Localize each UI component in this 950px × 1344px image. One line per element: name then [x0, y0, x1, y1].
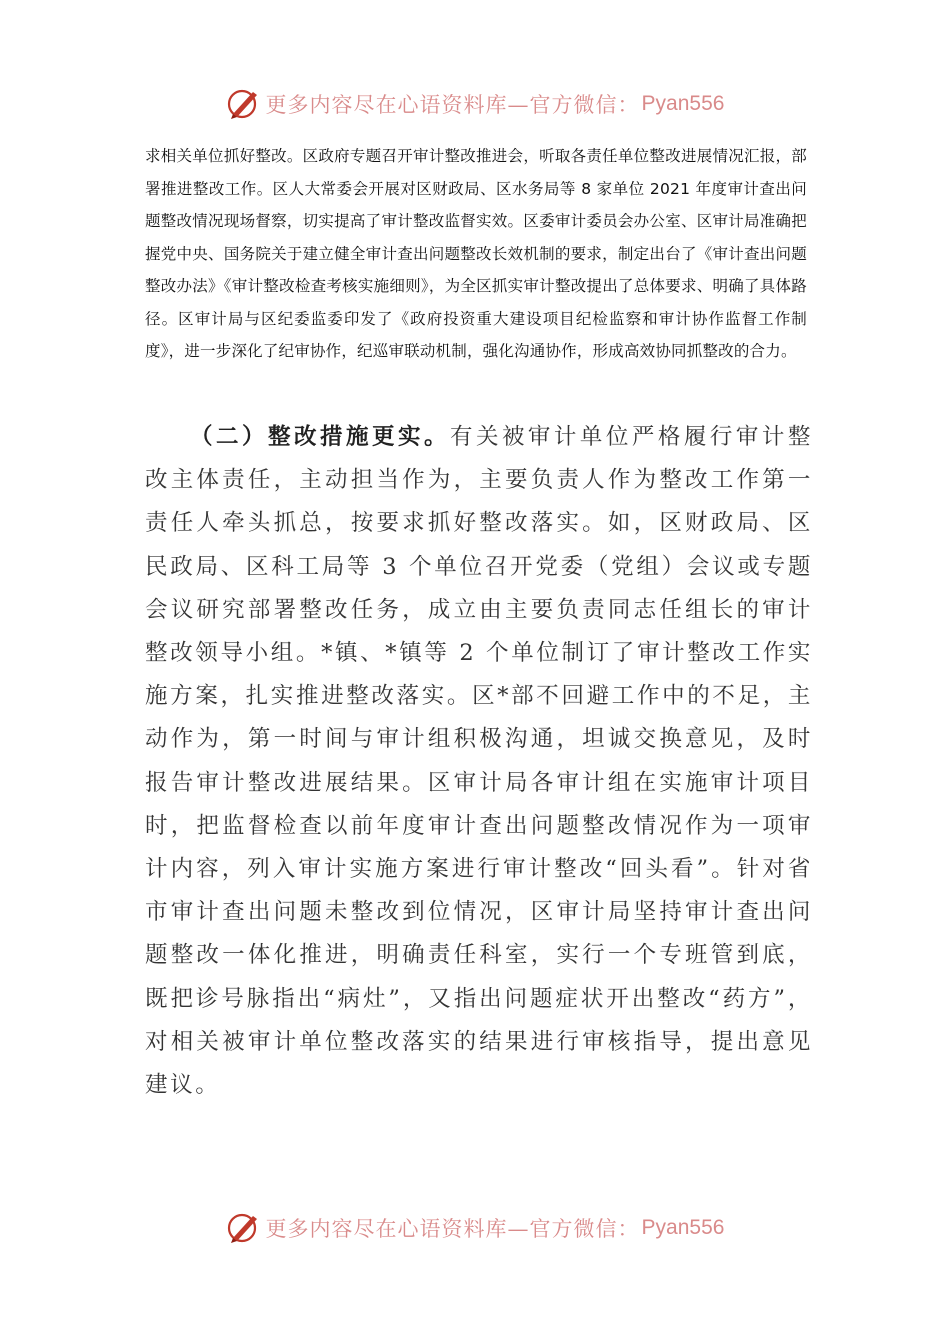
header-slogan: 更多内容尽在心语资料库—官方微信：: [265, 93, 640, 117]
header-watermark-banner: [0, 84, 950, 124]
header-wechat-id: Pyan556: [641, 92, 725, 115]
paragraph-rectification-measures: [145, 416, 813, 1107]
pen-logo-icon: [226, 86, 262, 122]
section-heading: （二）整改措施更实。: [190, 424, 450, 450]
footer-wechat-id: Pyan556: [641, 1216, 725, 1239]
footer-slogan: 更多内容尽在心语资料库—官方微信：: [265, 1217, 640, 1241]
section-body: 有关被审计单位严格履行审计整改主体责任，主动担当作为，主要负责人作为整改工作第一责任人牵头抓总，按要求抓好整改落实。如，区财政局、区民政局、区科工局等 3 个单位召开党委（党组）会议或专题会议研究部署整改任务，成立由主要负责同志任组长的审计整改领导小组。*镇、*镇等 2 个单位制订了审计整改工作实施方案，扎实推进整改落实。区*部不回避工作中的不足，主动作为，第一时间与审计组积极沟通，坦诚交换意见，及时报告审计整改进展结果。区审计局各审计组在实施审计项目时，把监督检查以前年度审计查出问题整改情况作为一项审计内容，列入审计实施方案进行审计整改“回头看”。针对省市审计查出问题未整改到位情况，区审计局坚持审计查出问题整改一体化推进，明确责任科室，实行一个专班管到底，既把诊号脉指出“病灶”，又指出问题症状开出整改“药方”，对相关被审计单位整改落实的结果进行审核指导，提出意见建议。: [145, 424, 813, 1099]
pen-logo-icon: [226, 1210, 262, 1246]
footer-watermark-banner: [0, 1208, 950, 1248]
paragraph-rectification-supervision: 求相关单位抓好整改。区政府专题召开审计整改推进会，听取各责任单位整改进展情况汇报，部署推进整改工作。区人大常委会开展对区财政局、区水务局等 8 家单位 2021 年度审计查出问题整改情况现场督察，切实提高了审计整改监督实效。区委审计委员会办公室、区审计局准确把握党中央、国务院关于建立健全审计查出问题整改长效机制的要求，制定出台了《审计查出问题整改办法》《审计整改检查考核实施细则》，为全区抓实审计整改提出了总体要求、明确了具体路径。区审计局与区纪委监委印发了《政府投资重大建设项目纪检监察和审计协作监督工作制度》，进一步深化了纪审协作，纪巡审联动机制，强化沟通协作，形成高效协同抓整改的合力。: [145, 147, 807, 360]
